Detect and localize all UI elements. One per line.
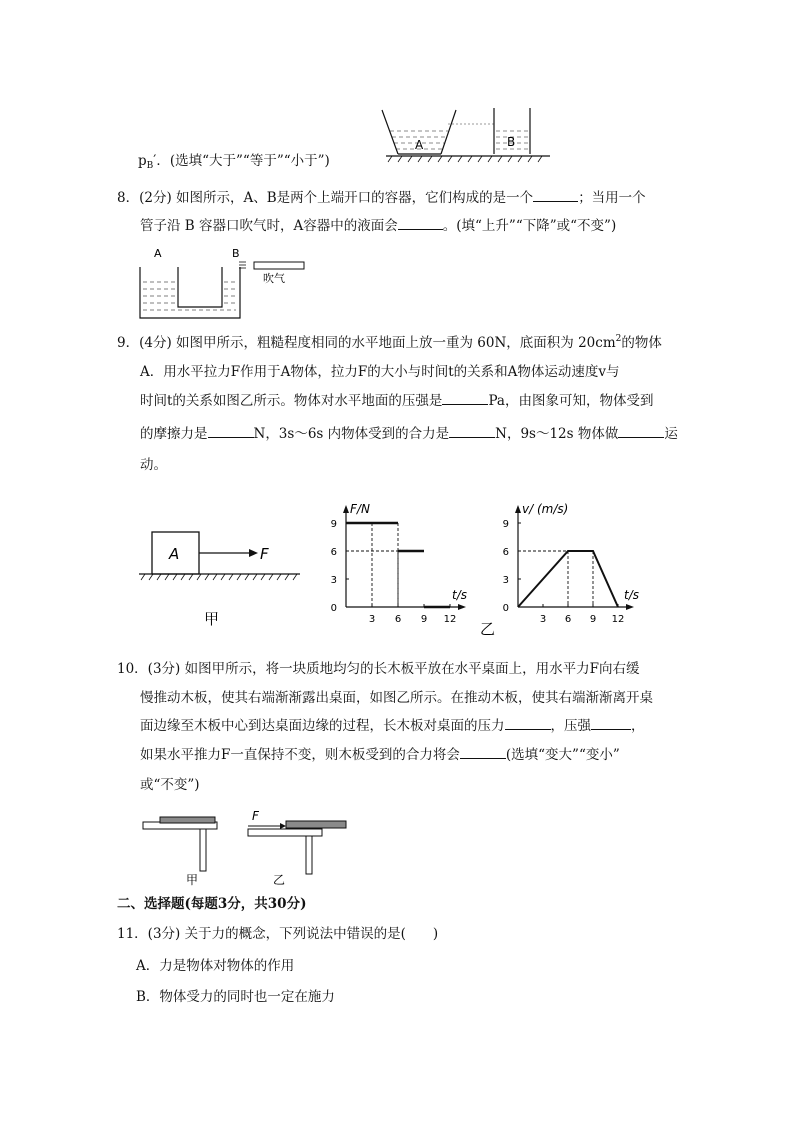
q8-fig-label-b: B bbox=[232, 247, 240, 260]
q8-text-1b: ；当用一个 bbox=[578, 190, 646, 206]
q9-blank-2[interactable] bbox=[208, 425, 254, 438]
q10-blank-3[interactable] bbox=[460, 746, 506, 759]
q10-text-1: 10．(3分) 如图甲所示，将一块质地均匀的长木板平放在水平桌面上，用水平力F向右缓 bbox=[117, 661, 640, 677]
x-axis-arrow bbox=[458, 604, 466, 610]
q10-line-2 bbox=[140, 688, 653, 708]
q10-board-figure bbox=[140, 808, 360, 890]
q10-blank-2[interactable] bbox=[591, 717, 631, 730]
q11-stem: 11．(3分) 关于力的概念，下列说法中错误的是( ) bbox=[117, 926, 439, 942]
y-tick-label: 6 bbox=[502, 547, 509, 558]
section-2-title: 二、选择题(每题3分，共30分) bbox=[117, 896, 307, 912]
y-tick-label: 0 bbox=[502, 603, 509, 614]
q9-text-5: 动。 bbox=[140, 457, 167, 473]
y-tick-label: 6 bbox=[330, 547, 337, 558]
q8-line-2 bbox=[140, 216, 616, 236]
q11-option-a[interactable]: A．力是物体对物体的作用 bbox=[136, 958, 295, 974]
q10-text-2: 慢推动木板，使其右端渐渐露出桌面，如图乙所示。在推动木板，使其右端渐渐离开桌 bbox=[140, 690, 653, 706]
q7-p-sub: B bbox=[146, 161, 154, 171]
q10-line-4 bbox=[140, 745, 620, 765]
x-tick-label: 3 bbox=[539, 614, 547, 625]
q9-line-5 bbox=[140, 455, 167, 475]
q8-line-1 bbox=[117, 188, 646, 208]
q7-answer-line bbox=[138, 151, 330, 173]
force-time-chart bbox=[322, 492, 502, 642]
q9-block-figure bbox=[136, 528, 306, 632]
q8-blank-1[interactable] bbox=[533, 189, 578, 202]
q8-u-tube-figure bbox=[132, 242, 312, 322]
y-axis-arrow bbox=[343, 505, 349, 513]
fig-yi-label: 乙 bbox=[480, 620, 496, 638]
y-axis-title: F/N bbox=[350, 502, 370, 516]
q9-blank-3[interactable] bbox=[449, 425, 495, 438]
q11-option-b[interactable]: B．物体受力的同时也一定在施力 bbox=[136, 989, 335, 1005]
q8-text-1a: 8．(2分) 如图所示，A、B是两个上端开口的容器，它们构成的是一个 bbox=[117, 190, 534, 206]
q10-text-4a: 如果水平推力F一直保持不变，则木板受到的合力将会 bbox=[140, 747, 460, 763]
q9-line-4 bbox=[140, 424, 678, 444]
q10-text-5: 或“不变”) bbox=[140, 777, 200, 793]
q8-text-2a: 管子沿 B 容器口吹气时，A容器中的液面会 bbox=[140, 218, 398, 234]
q8-fig-label-a: A bbox=[154, 247, 162, 260]
x-tick-label: 9 bbox=[589, 614, 597, 625]
q9-text-1b: 的物体 bbox=[621, 335, 662, 351]
q7-fig-label-b: B bbox=[507, 135, 516, 149]
q9-blank-4[interactable] bbox=[618, 425, 664, 438]
x-axis-title: t/s bbox=[624, 588, 639, 602]
y-tick-label: 9 bbox=[330, 519, 337, 530]
q10-line-5 bbox=[140, 775, 200, 795]
x-tick-label: 6 bbox=[564, 614, 572, 625]
force-label: F bbox=[260, 545, 269, 563]
q10-fig-yi: 乙 bbox=[273, 873, 286, 887]
q9-line-3 bbox=[140, 391, 653, 411]
q9-text-4b: N，3s～6s 内物体受到的合力是 bbox=[253, 426, 450, 442]
q7-container-figure bbox=[378, 104, 554, 164]
x-tick-label: 9 bbox=[420, 614, 428, 625]
block-label: A bbox=[169, 545, 180, 563]
q10-text-3a: 面边缘至木板中心到达桌面边缘的过程，长木板对桌面的压力 bbox=[140, 718, 505, 734]
q7-p-rest: ′．(选填“大于”“等于”“小于”) bbox=[153, 153, 330, 169]
y-axis-title: v/ (m/s) bbox=[522, 502, 569, 516]
fig-jia-label: 甲 bbox=[204, 610, 220, 628]
q9-text-4a: 的摩擦力是 bbox=[140, 426, 208, 442]
y-tick-label: 3 bbox=[502, 575, 509, 586]
y-tick-label: 0 bbox=[330, 603, 337, 614]
x-tick-label: 12 bbox=[443, 614, 457, 625]
q10-text-4b: (选填“变大”“变小” bbox=[505, 747, 620, 763]
velocity-time-chart bbox=[500, 492, 650, 632]
q9-text-2: A．用水平拉力F作用于A物体，拉力F的大小与时间t的关系和A物体运动速度v与 bbox=[140, 364, 620, 380]
q9-text-sup: 2 bbox=[615, 334, 622, 344]
q10-fig-f: F bbox=[252, 809, 259, 823]
q8-fig-label-blow: 吹气 bbox=[263, 272, 285, 285]
y-tick-label: 3 bbox=[330, 575, 337, 586]
q10-blank-1[interactable] bbox=[505, 717, 551, 730]
q9-line-2 bbox=[140, 362, 620, 382]
x-axis-title: t/s bbox=[452, 588, 467, 602]
q10-line-3 bbox=[140, 716, 645, 736]
q9-text-4d: 运 bbox=[664, 426, 678, 442]
q9-line-1 bbox=[117, 333, 662, 355]
q9-blank-1[interactable] bbox=[442, 392, 488, 405]
q10-text-3c: ， bbox=[631, 718, 645, 734]
x-tick-label: 6 bbox=[394, 614, 402, 625]
q7-p-label: p bbox=[138, 153, 147, 169]
q10-line-1 bbox=[117, 659, 639, 679]
q9-text-3: 时间t的关系如图乙所示。物体对水平地面的压强是 bbox=[140, 393, 443, 409]
q8-blank-2[interactable] bbox=[398, 217, 443, 230]
x-axis-arrow bbox=[626, 604, 634, 610]
x-tick-label: 12 bbox=[611, 614, 625, 625]
q9-text-4c: N，9s～12s 物体做 bbox=[495, 426, 619, 442]
q7-fig-label-a: A bbox=[415, 138, 424, 152]
y-tick-label: 9 bbox=[502, 519, 509, 530]
x-tick-label: 3 bbox=[368, 614, 376, 625]
y-axis-arrow bbox=[515, 505, 521, 513]
q9-text-3b: Pa，由图象可知，物体受到 bbox=[488, 393, 654, 409]
q9-text-1a: 9．(4分) 如图甲所示，粗糙程度相同的水平地面上放一重为 60N，底面积为 20cm bbox=[117, 335, 616, 351]
q10-fig-jia: 甲 bbox=[186, 873, 199, 887]
q8-text-2b: 。(填“上升”“下降”或“不变”) bbox=[442, 218, 617, 234]
q10-text-3b: ，压强 bbox=[550, 718, 591, 734]
